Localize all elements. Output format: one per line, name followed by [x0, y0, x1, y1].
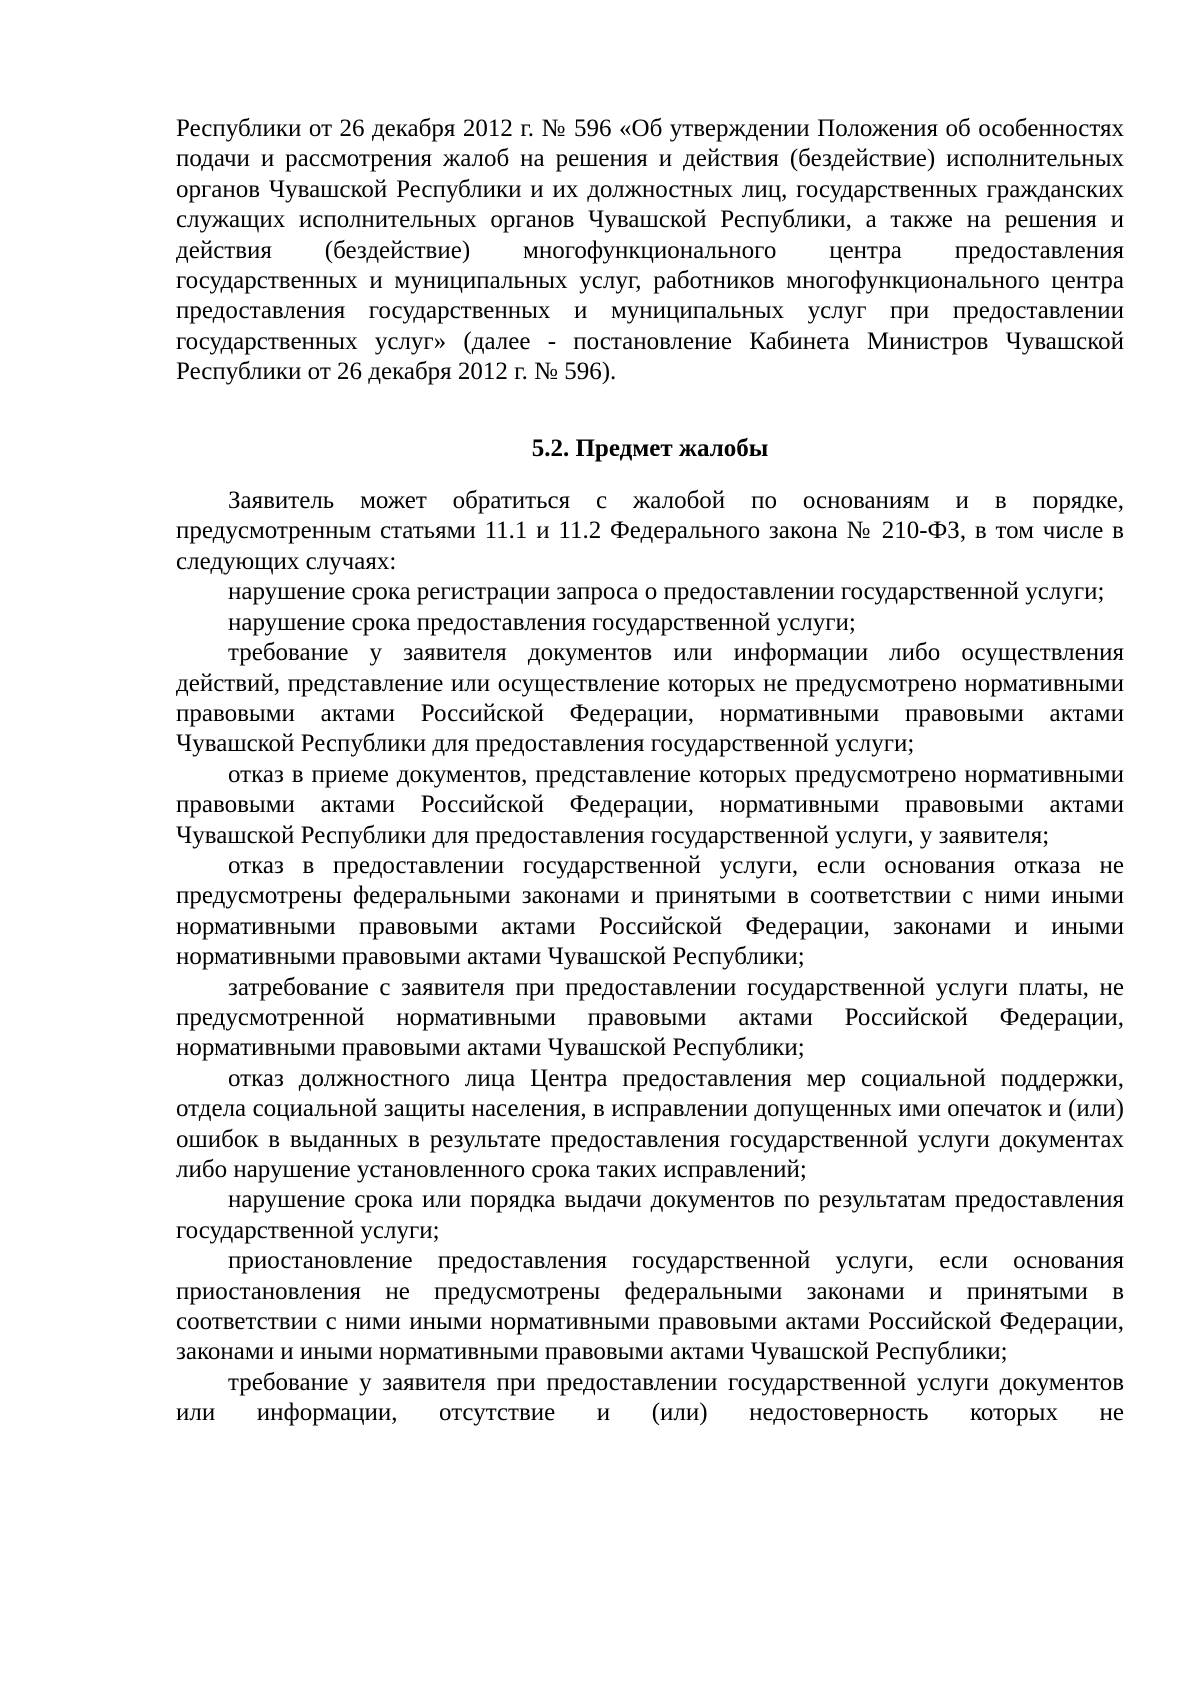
paragraph-lead: Заявитель может обратиться с жалобой по основаниям и в порядке, предусмотренным статьями 11.1 и 11.2 Федерального закона № 210-ФЗ, в том числе в следующих случаях: — [176, 487, 1124, 575]
list-item: отказ должностного лица Центра предоставления мер социальной поддержки, отдела социальной защиты населения, в исправлении допущенных ими опечаток и (или) ошибок в выданных в результате предоставления государственной услуги документах либо нарушение установленного срока таких исправлений; — [176, 1064, 1124, 1183]
list-item: приостановление предоставления государственной услуги, если основания приостановления не предусмотрены федеральными законами и принятыми в соответствии с ними иными нормативными правовыми актами Российской Федерации, законами и иными нормативными правовыми актами Чувашской Республики; — [176, 1247, 1124, 1366]
list-item: нарушение срока предоставления государственной услуги; — [228, 608, 856, 636]
intro-paragraph: Республики от 26 декабря 2012 г. № 596 «Об утверждении Положения об особенностях подачи и рассмотрения жалоб на решения и действия (бездействие) исполнительных органов Чувашской Республики и их должностных лиц, государственных гражданских служащих исполнительных органов Чувашской Республики, а также на решения и действия (бездействие) многофункционального центра предоставления государственных и муниципальных услуг, работников многофункционального центра предоставления государственных и муниципальных услуг при предоставлении государственных услуг» (далее - постановление Кабинета Министров Чувашской Республики от 26 декабря 2012 г. № 596). — [176, 115, 1124, 386]
list-item: нарушение срока или порядка выдачи документов по результатам предоставления государственной услуги; — [176, 1186, 1124, 1244]
list-item-continued: требование у заявителя при предоставлении государственной услуги документов или информации, отсутствие и (или) недостоверность которых не — [176, 1368, 1124, 1427]
list-item: нарушение срока регистрации запроса о предоставлении государственной услуги; — [228, 578, 1105, 606]
section-heading: 5.2. Предмет жалобы — [531, 434, 769, 462]
list-item: отказ в предоставлении государственной услуги, если основания отказа не предусмотрены федеральными законами и принятыми в соответствии с ними иными нормативными правовыми актами Российской Федерации, законами и иными нормативными правовыми актами Чувашской Республики; — [176, 851, 1124, 971]
document-body — [176, 114, 1124, 1429]
list-item: требование у заявителя документов или информации либо осуществления действий, представление или осуществление которых не предусмотрено нормативными правовыми актами Российской Федерации, нормативными правовыми актами Чувашской Республики для предоставления государственной услуги; — [176, 639, 1124, 758]
list-item: затребование с заявителя при предоставлении государственной услуги платы, не предусмотренной нормативными правовыми актами Российской Федерации, нормативными правовыми актами Чувашской Республики; — [176, 973, 1124, 1062]
list-item: отказ в приеме документов, представление которых предусмотрено нормативными правовыми актами Российской Федерации, нормативными правовыми актами Чувашской Республики для предоставления государственной услуги, у заявителя; — [176, 760, 1124, 849]
